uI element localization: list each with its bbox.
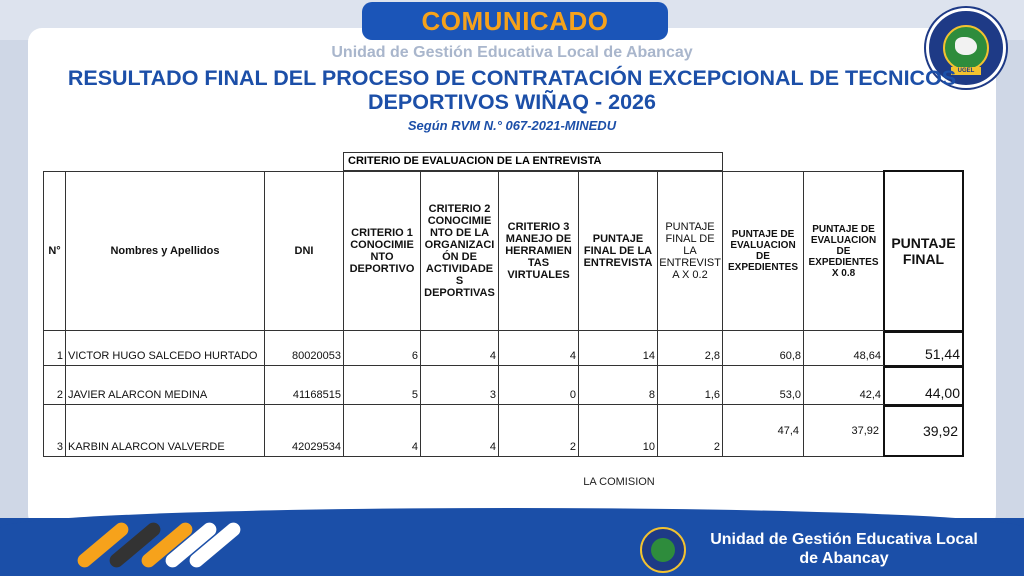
row-3-c2: 4 <box>420 404 499 457</box>
footer-logo-icon <box>640 527 686 573</box>
row-3-pexp: 47,4 <box>722 404 804 457</box>
row-2-name: JAVIER ALARCON MEDINA <box>65 365 265 405</box>
col-header-name: Nombres y Apellidos <box>65 171 265 331</box>
page-subtitle: Según RVM N.° 067-2021-MINEDU <box>407 118 617 133</box>
row-2-pfe2: 1,6 <box>657 365 723 405</box>
row-3-pfe2: 2 <box>657 404 723 457</box>
row-3-pfe: 10 <box>578 404 658 457</box>
col-header-n: N° <box>43 171 66 331</box>
row-1-c2: 4 <box>420 330 499 366</box>
row-3-n: 3 <box>43 404 66 457</box>
logo-tag: UGEL <box>951 67 981 75</box>
banner-title: COMUNICADO <box>421 5 609 36</box>
row-3-name: KARBIN ALARCON VALVERDE <box>65 404 265 457</box>
col-header-criterio-3: CRITERIO 3 MANEJO DE HERRAMIEN TAS VIRTUALES <box>498 171 579 331</box>
row-1-dni: 80020053 <box>264 330 344 366</box>
comunicado-banner <box>362 2 668 40</box>
col-header-puntaje-entrevista: PUNTAJE FINAL DE LA ENTREVISTA <box>578 171 658 331</box>
row-3-c3: 2 <box>498 404 579 457</box>
row-2-c1: 5 <box>343 365 421 405</box>
row-1-pexp: 60,8 <box>722 330 804 366</box>
signature-label: LA COMISION <box>583 476 655 488</box>
col-header-expedientes-x08: PUNTAJE DE EVALUACION DE EXPEDIENTES X 0.8 <box>803 171 884 331</box>
row-2-pfe: 8 <box>578 365 658 405</box>
criteria-group-header: CRITERIO DE EVALUACION DE LA ENTREVISTA <box>343 152 723 171</box>
col-header-criterio-1: CRITERIO 1 CONOCIMIE NTO DEPORTIVO <box>343 171 421 331</box>
row-1-pexp8: 48,64 <box>803 330 884 366</box>
row-1-n: 1 <box>43 330 66 366</box>
row-2-dni: 41168515 <box>264 365 344 405</box>
row-2-c2: 3 <box>420 365 499 405</box>
row-2-n: 2 <box>43 365 66 405</box>
row-1-c3: 4 <box>498 330 579 366</box>
footer-line-1: Unidad de Gestión Educativa Local <box>710 531 978 548</box>
row-1-final: 51,44 <box>883 331 964 367</box>
footer-line-2: de Abancay <box>799 550 889 567</box>
row-3-pexp8: 37,92 <box>803 404 884 457</box>
col-header-dni: DNI <box>264 171 344 331</box>
unit-name: Unidad de Gestión Educativa Local de Abancay <box>331 44 693 61</box>
col-header-expedientes: PUNTAJE DE EVALUACION DE EXPEDIENTES <box>722 171 804 331</box>
row-1-name: VICTOR HUGO SALCEDO HURTADO <box>65 330 265 366</box>
row-3-final: 39,92 <box>883 405 964 457</box>
row-3-dni: 42029534 <box>264 404 344 457</box>
page-title: RESULTADO FINAL DEL PROCESO DE CONTRATACIÓN EXCEPCIONAL DE TECNICOS DEPORTIVOS WIÑAQ - 2026 <box>67 66 957 114</box>
row-1-c1: 6 <box>343 330 421 366</box>
col-header-puntaje-final: PUNTAJE FINAL <box>883 170 964 332</box>
row-3-c1: 4 <box>343 404 421 457</box>
row-2-c3: 0 <box>498 365 579 405</box>
footer-unit-name <box>694 530 994 568</box>
row-1-pfe: 14 <box>578 330 658 366</box>
row-1-pfe2: 2,8 <box>657 330 723 366</box>
col-header-entrevista-x02: PUNTAJE FINAL DE LA ENTREVIST A X 0.2 <box>657 171 723 331</box>
row-2-final: 44,00 <box>883 366 964 406</box>
row-2-pexp8: 42,4 <box>803 365 884 405</box>
row-2-pexp: 53,0 <box>722 365 804 405</box>
col-header-criterio-2: CRITERIO 2 CONOCIMIE NTO DE LA ORGANIZACI ÓN DE ACTIVIDADE S DEPORTIVAS <box>420 171 499 331</box>
